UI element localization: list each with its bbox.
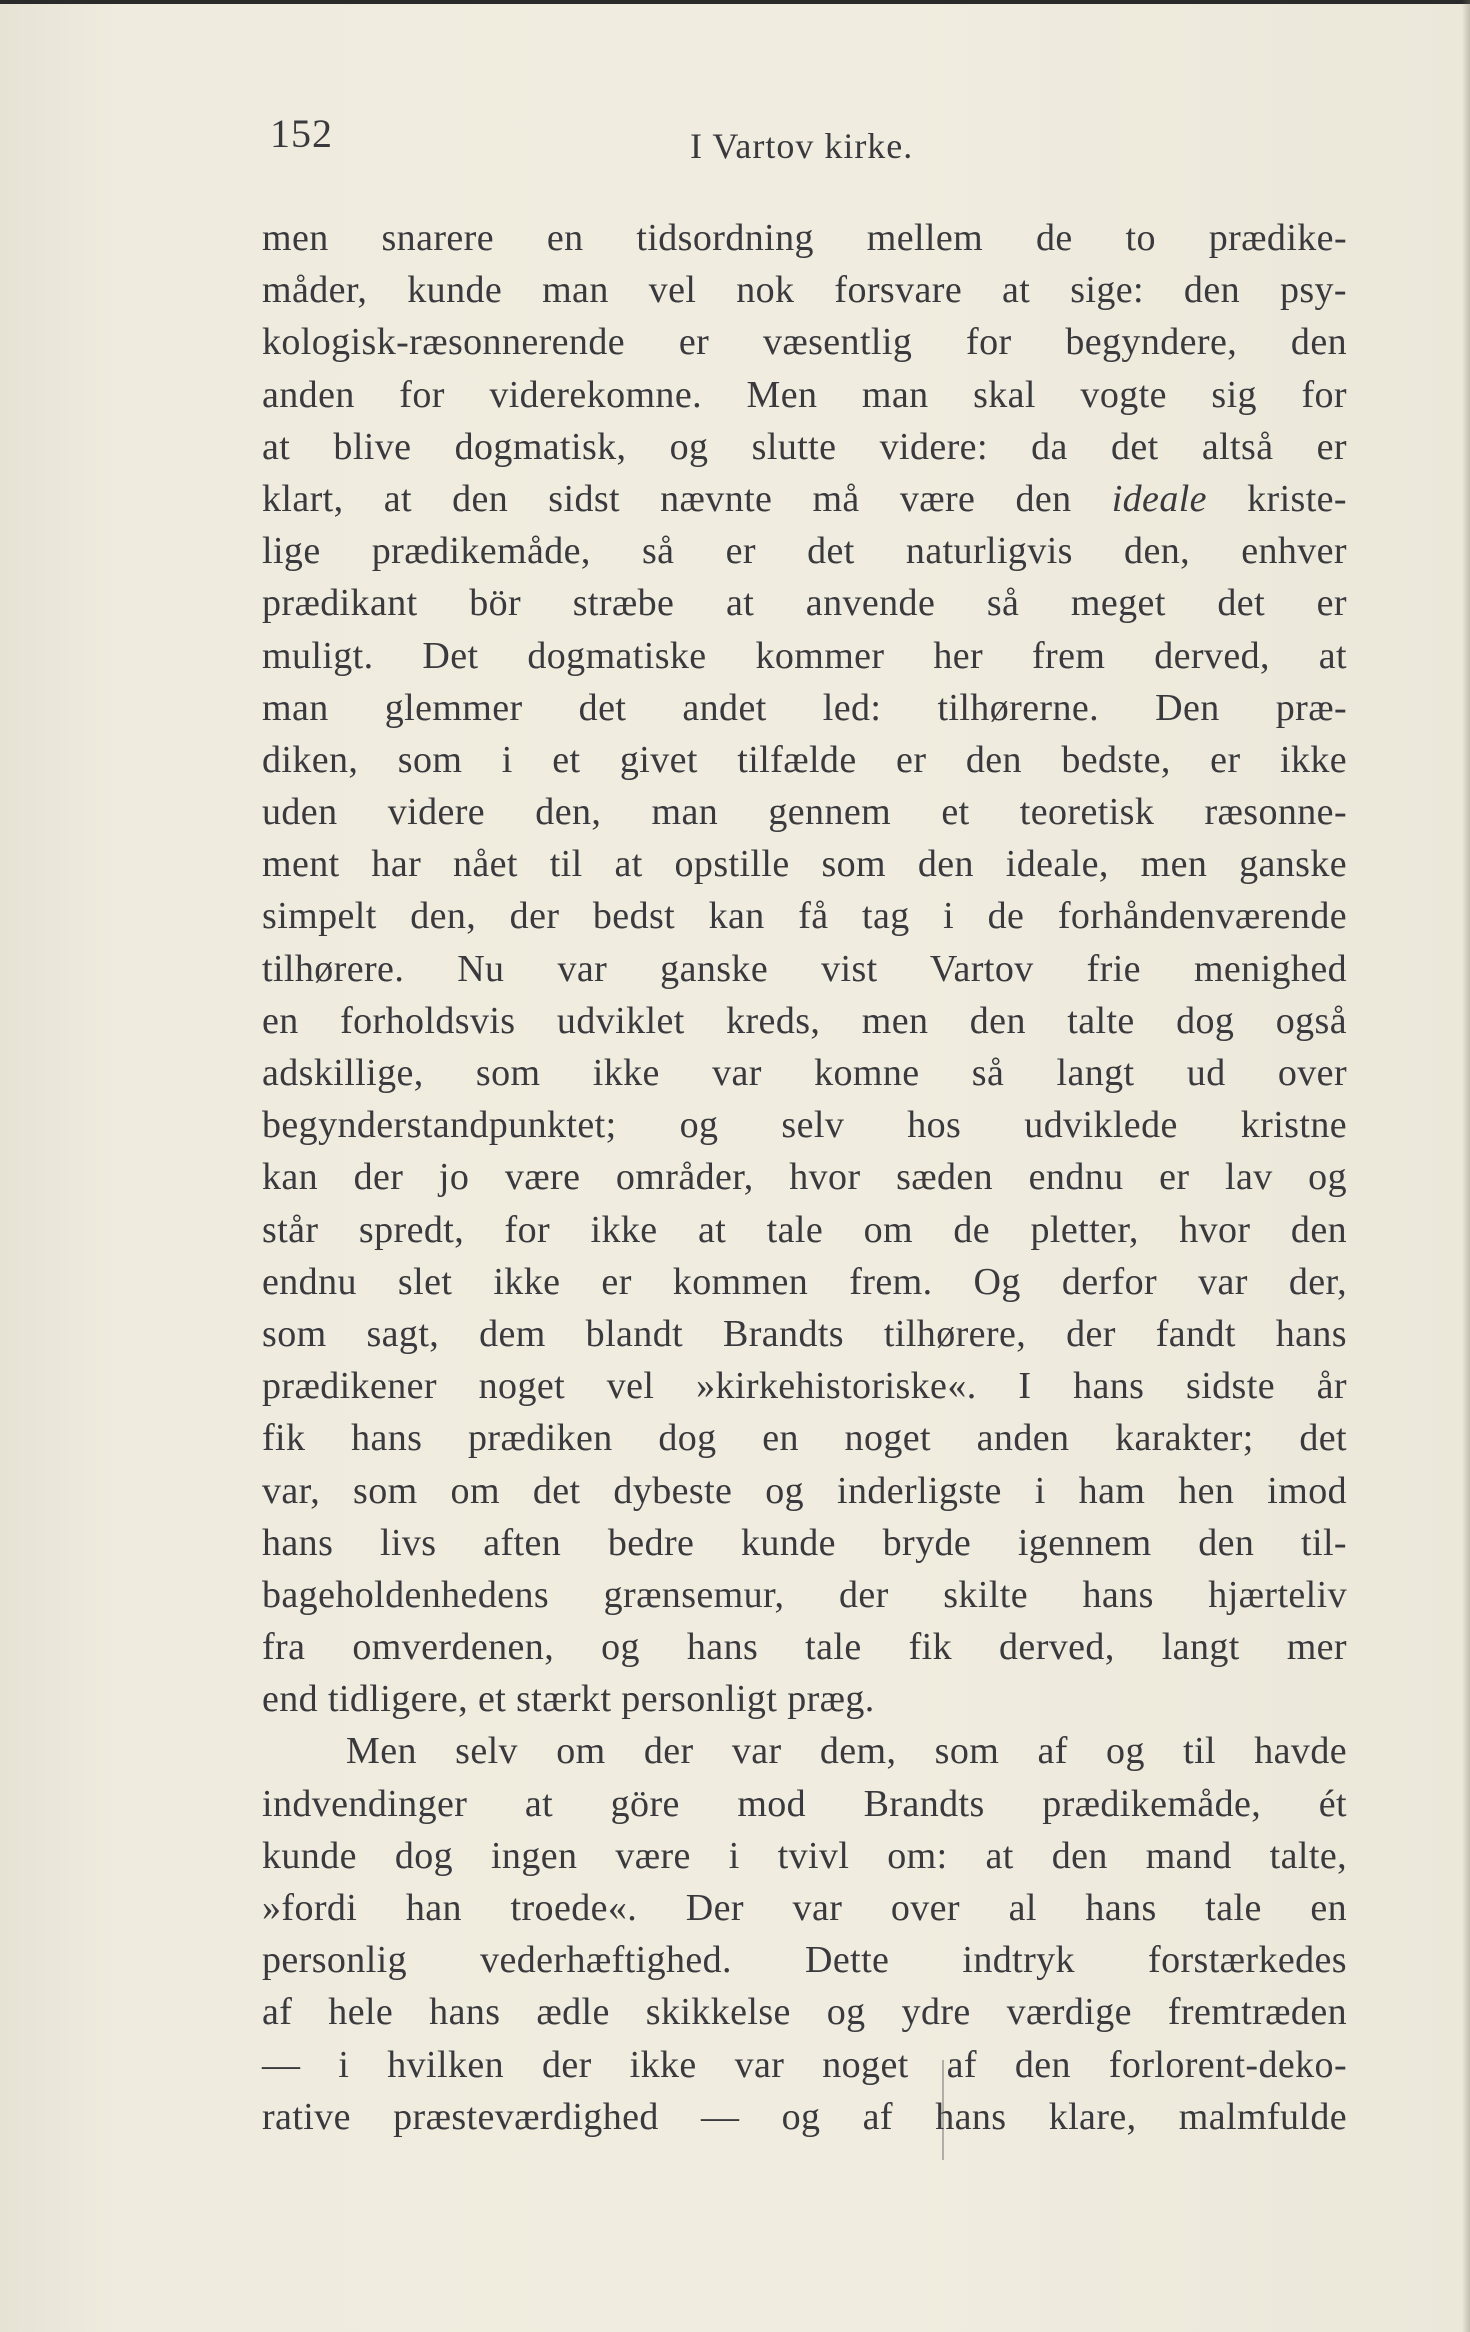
body-text — [262, 212, 1347, 2143]
text-line: ment har nået til at opstille som den ideale, men ganske — [262, 843, 1347, 886]
emphasized-word: ideale — [1111, 477, 1207, 520]
text-line: fra omverdenen, og hans tale fik derved, langt mer — [262, 1626, 1347, 1669]
text-line: tilhørere. Nu var ganske vist Vartov frie menighed — [262, 947, 1347, 990]
page-edge-shadow — [1462, 0, 1470, 2332]
text-line: lige prædikemåde, så er det naturligvis den, enhver — [262, 530, 1347, 573]
text-line: man glemmer det andet led: tilhørerne. Den præ- — [262, 686, 1347, 729]
text-line: kan der jo være områder, hvor sæden endnu er lav og — [262, 1156, 1347, 1199]
text-line: prædikant bör stræbe at anvende så meget det er — [262, 582, 1347, 625]
text-line: adskillige, som ikke var komne så langt ud over — [262, 1052, 1347, 1094]
paragraph-end-line: end tidligere, et stærkt personligt præg. — [262, 1678, 875, 1721]
text-line: klart, at den sidst nævnte må være den ideale kriste- — [262, 477, 1347, 520]
text-line: anden for viderekomne. Men man skal vogte sig for — [262, 373, 1347, 416]
text-line: måder, kunde man vel nok forsvare at sige: den psy- — [262, 269, 1347, 312]
page-header — [270, 110, 1350, 170]
text-line: som sagt, dem blandt Brandts tilhørere, der fandt hans — [262, 1312, 1347, 1355]
page-number: 152 — [270, 111, 333, 156]
page-top-edge — [0, 0, 1470, 4]
text-line: men snarere en tidsordning mellem de to prædike- — [262, 217, 1347, 259]
text-line: rative præsteværdighed — og af hans klare, malmfulde — [262, 2095, 1347, 2138]
text-line: personlig vederhæftighed. Dette indtryk forstærkedes — [262, 1939, 1347, 1982]
text-line: simpelt den, der bedst kan få tag i de forhåndenværende — [262, 895, 1347, 938]
text-line: fik hans prædiken dog en noget anden karakter; det — [262, 1417, 1347, 1460]
text-line: prædikener noget vel »kirkehistoriske«. I hans sidste år — [262, 1365, 1347, 1408]
text-line: en forholdsvis udviklet kreds, men den talte dog også — [262, 999, 1347, 1042]
text-line: endnu slet ikke er kommen frem. Og derfor var der, — [262, 1260, 1347, 1303]
text-line: — i hvilken der ikke var noget af den forlorent-deko- — [262, 2043, 1347, 2086]
text-line: var, som om det dybeste og inderligste i ham hen imod — [262, 1469, 1347, 1512]
paragraph-start-line: Men selv om der var dem, som af og til havde — [346, 1730, 1347, 1773]
text-line: bageholdenhedens grænsemur, der skilte hans hjærteliv — [262, 1573, 1347, 1616]
text-line: hans livs aften bedre kunde bryde igennem den til- — [262, 1521, 1347, 1564]
text-line: af hele hans ædle skikkelse og ydre værdige fremtræden — [262, 1991, 1347, 2034]
text-line: at blive dogmatisk, og slutte videre: da det altså er — [262, 425, 1347, 468]
text-line: »fordi han troede«. Der var over al hans tale en — [262, 1887, 1347, 1929]
text-line: indvendinger at göre mod Brandts prædikemåde, ét — [262, 1782, 1347, 1825]
text-line: diken, som i et givet tilfælde er den bedste, er ikke — [262, 738, 1347, 781]
text-line: kunde dog ingen være i tvivl om: at den mand talte, — [262, 1834, 1347, 1877]
page-crease-mark — [942, 2060, 944, 2160]
running-head: I Vartov kirke. — [690, 126, 914, 166]
text-line: kologisk-ræsonnerende er væsentlig for begyndere, den — [262, 321, 1347, 364]
text-line: begynderstandpunktet; og selv hos udviklede kristne — [262, 1104, 1347, 1147]
text-line: muligt. Det dogmatiske kommer her frem derved, at — [262, 634, 1347, 677]
text-line: uden videre den, man gennem et teoretisk ræsonne- — [262, 791, 1347, 834]
text-line: står spredt, for ikke at tale om de pletter, hvor den — [262, 1208, 1347, 1251]
